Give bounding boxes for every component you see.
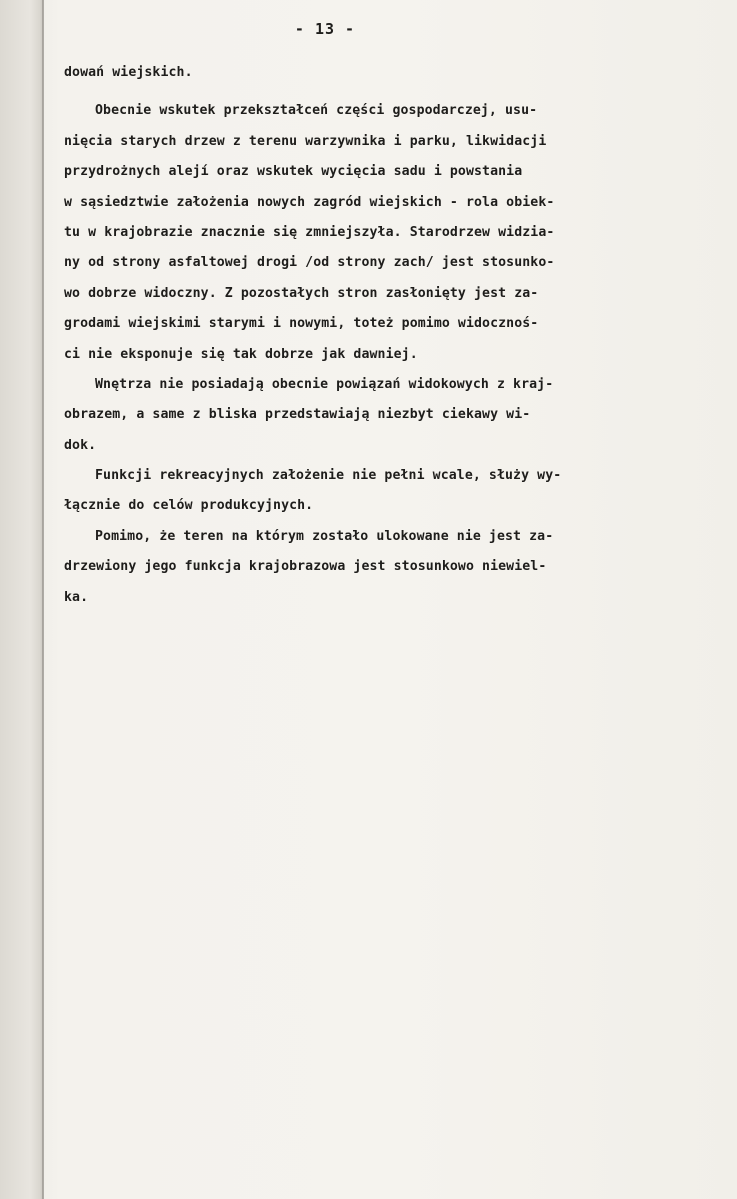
text-line: drzewiony jego funkcja krajobrazowa jest stosunkowo niewiel- <box>64 559 547 575</box>
text-line: przydrożnych alejí oraz wskutek wycięcia sadu i powstania <box>64 164 523 180</box>
text-line: ci nie eksponuje się tak dobrze jak dawniej. <box>64 346 418 362</box>
text-line: Pomimo, że teren na którym zostało ulokowane nie jest za- <box>95 528 554 544</box>
text-line: ka. <box>64 589 89 605</box>
text-line: tu w krajobrazie znacznie się zmniejszyła. Starodrzew widzia- <box>64 224 555 240</box>
text-line: wo dobrze widoczny. Z pozostałych stron zasłonięty jest za- <box>64 285 539 301</box>
binding-line <box>42 0 44 1199</box>
paragraph-gap <box>64 88 704 96</box>
text-line: obrazem, a same z bliska przedstawiają niezbyt ciekawy wi- <box>64 407 531 423</box>
text-line: ny od strony asfaltowej drogi /od strony zach/ jest stosunko- <box>64 255 555 271</box>
text-line: łącznie do celów produkcyjnych. <box>64 498 314 514</box>
text-line: Wnętrza nie posiadają obecnie powiązań widokowych z kraj- <box>95 376 554 392</box>
text-line: nięcia starych drzew z terenu warzywnika i parku, likwidacji <box>64 133 547 149</box>
text-line: dok. <box>64 437 97 453</box>
text-line: grodami wiejskimi starymi i nowymi, toteż pomimo widocznoś- <box>64 316 539 332</box>
page-number: - 13 - <box>294 20 356 38</box>
text-line: dowań wiejskich. <box>64 65 193 80</box>
binding-edge <box>0 0 44 1199</box>
text-line: Funkcji rekreacyjnych założenie nie pełni wcale, służy wy- <box>95 468 562 484</box>
text-line: w sąsiedztwie założenia nowych zagród wiejskich - rola obiek- <box>64 194 555 210</box>
text-line: Obecnie wskutek przekształceń części gospodarczej, usu- <box>95 103 538 119</box>
body-text <box>64 58 704 613</box>
